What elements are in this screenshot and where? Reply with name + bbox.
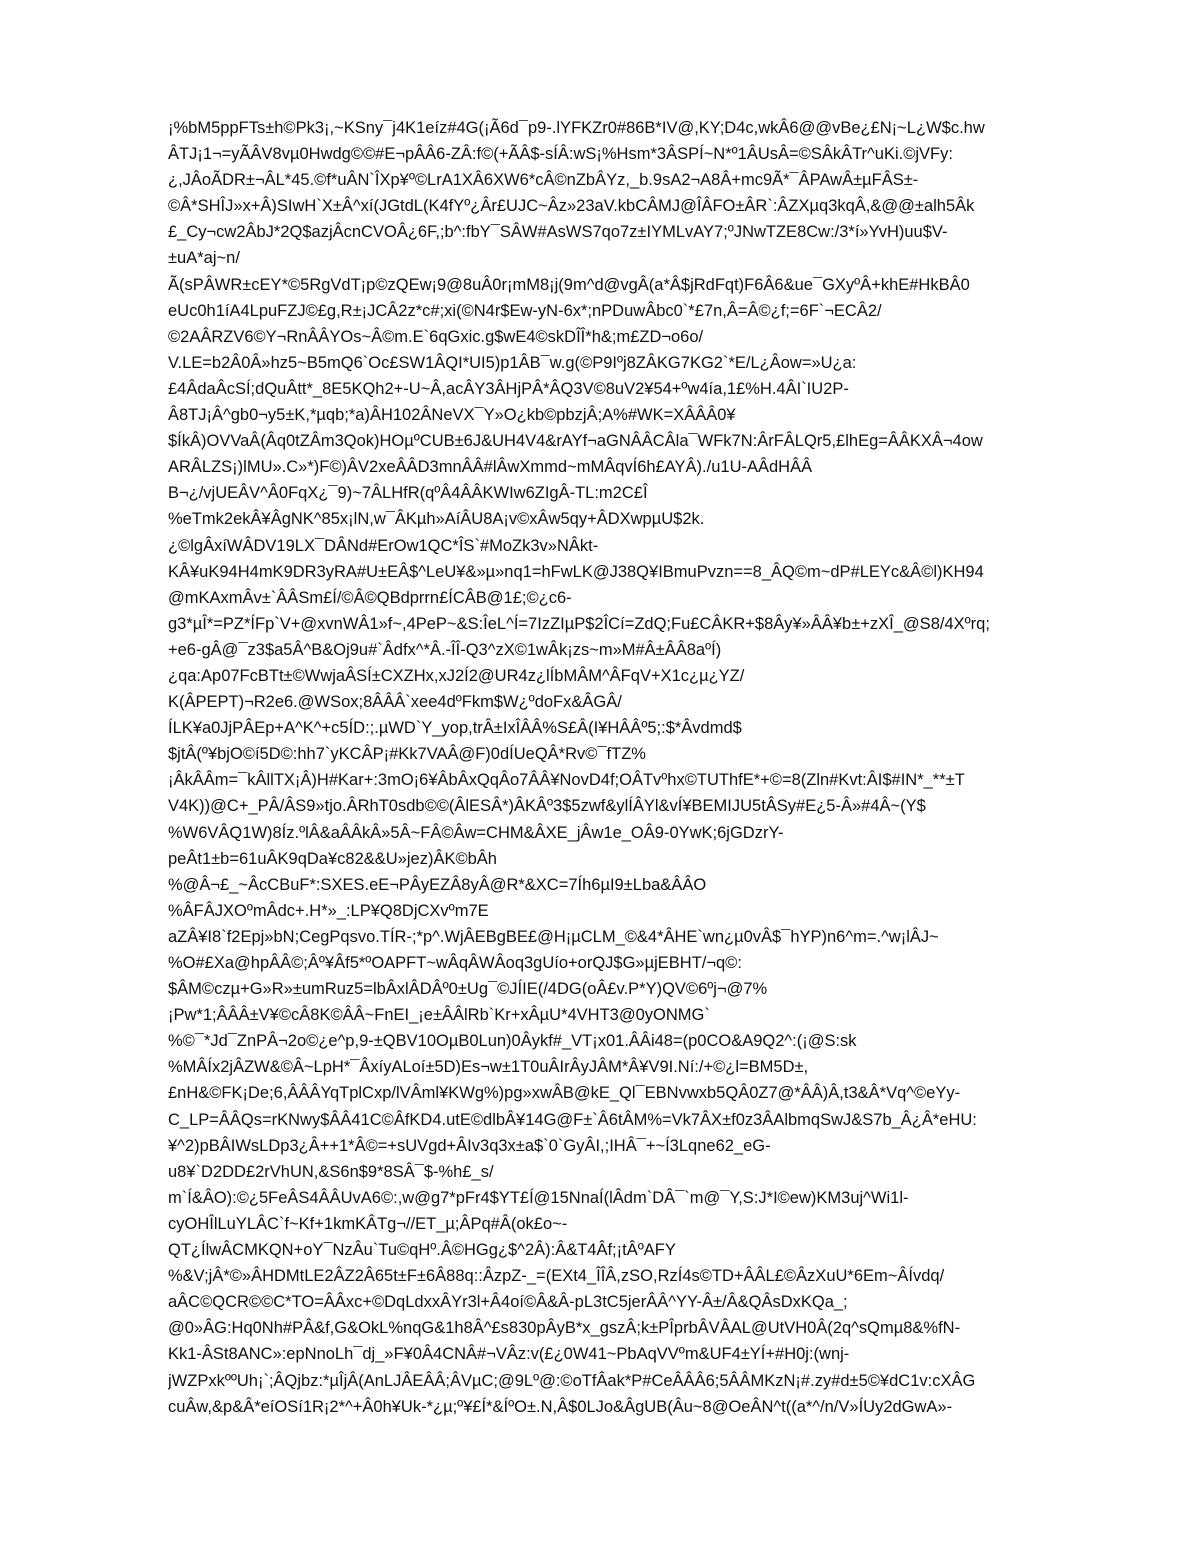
text-line: ¿©lgÂxíWÂDV19LX¯DÂNd#ErOw1QC*ÎS`#MoZk3v»NÂkt-	[168, 536, 599, 555]
text-line: cuÂw,&p&Â*eíOSí1R¡2*^+Â0h¥Uk-*¿µ;º¥£Í*&ÍºO±.N,Â$0LJo&ÂgUB(Âu~8@OeÂN^t((a*^/n/V»ÍUy2dGwA»-	[168, 1397, 953, 1416]
text-line: %ÂFÂJXOºmÂdc+.H*»_:LP¥Q8DjCXvºm7E	[168, 901, 489, 920]
text-line: ARÂLZS¡)lMU».C»*)F©)ÂV2xeÂÂD3mnÂÂ#lÂwXmmd~mMÂqvÍ6h£AYÂ)./u1U-AÂdHÂÂ	[168, 458, 813, 477]
text-line: $ÍkÂ)OVVaÂ(Âq0tZÂm3Qok)HOµºCUB±6J&UH4V4&rAYf¬aGNÂÂCÂla¯WFk7N:ÂrFÂLQr5,£lhEg=ÂÂKXÂ¬4ow	[168, 432, 983, 451]
text-line: +e6-gÂ@¯z3$a5Â^B&Oj9u#`Âdfx^*Â.-ÎÎ-Q3^zX©1wÂk¡zs~m»M#Â±ÂÂ8aºÍ)	[168, 640, 722, 659]
text-line: £4ÂdaÂcSÍ;dQuÂtt*_8E5KQh2+-U~Â,acÂY3ÂHjPÂ*ÂQ3V©8uV2¥54+ºw4ía,1£%H.4ÂI`IU2P-	[168, 379, 849, 398]
text-line: Ã(sPÂWR±cEY*©5RgVdT¡p©zQEw¡9@8uÂ0r¡mM8¡j(9m^d@vgÂ(a*Â$jRdFqt)F6Â6&ue¯GXyºÂ+khE#HkBÂ0	[168, 275, 970, 294]
text-line: QT¿ÍlwÂCMKQN+oY¯NzÂu`Tu©qHº.Â©HGg¿$^2Â):Â&T4Âf;¡tÂºAFY	[168, 1241, 676, 1260]
document-body-text	[168, 115, 1128, 1420]
text-line: peÂt1±b=61uÂK9qDa¥c82&&U»jez)ÂK©bÂh	[168, 849, 497, 868]
text-line: %MÂÍx2jÂZW&©Â~LpH*¯ÂxíyALoí±5D)Es¬w±1T0uÂIrÂyJÂM*Â¥V9I.Ní:/+©¿l=BM5D±,	[168, 1058, 809, 1077]
text-line: %&V;jÂ*©»ÂHDMtLE2ÂZ2Â65t±F±6Â88q::ÂzpZ-_=(EXt4_ÎÎÂ,zSO,RzÍ4s©TD+ÂÂL£©ÂzXuU*6Em~ÂÍvdq/	[168, 1267, 945, 1286]
text-line: Kk1-ÂSt8ANC»:epNnoLh¯dj_»F¥0Â4CNÂ#¬VÂz:v(£¿0W41~PbAqVVºm&UF4±YÍ+#H0j:(wnj-	[168, 1345, 850, 1364]
text-line: ÍLK¥a0JjPÂEp+A^K^+c5ÍD:;.µWD`Y_yop,trÂ±IxÎÂÂ%S£Â(I¥HÂÂº5;:$*Âvdmd$	[168, 719, 742, 738]
text-line: g3*µÎ*=PZ*ÍFp`V+@xvnWÂ1»f~,4PeP~&S:ÎeL^Í=7IzZIµP$2ÎCí=ZdQ;Fu£CÂKR+$8Ây¥»ÂÂ¥b±+zXÎ_@S8/4Xºrq;	[168, 614, 990, 633]
text-line: aÂC©QCR©©C*TO=ÂÂxc+©DqLdxxÂYr3l+Â4oí©Â&Â-pL3tC5jerÂÂ^YY-Â±/Â&QÂsDxKQa_;	[168, 1293, 848, 1312]
text-line: Â8TJ¡Â^gb0¬y5±K,*µqb;*a)ÂH102ÂNeVX¯Y»O¿kb©pbzjÂ;A%#WK=XÂÂÂ0¥	[168, 406, 736, 425]
text-line: %O#£Xa@hpÂÂ©;Âº¥Âf5*ºOAPFT~wÂqÂWÂoq3gUío+orQJ$G»µjEBHT/¬q©:	[168, 954, 742, 972]
text-line: ¿,JÂoÃDR±¬ÂL*45.©f*uÂN`ÎXp¥º©LrA1XÂ6XW6*cÂ©nZbÂYz,_b.9sA2¬A8Â+mc9Ã*¯ÂPAwÂ±µFÂS±-	[168, 171, 919, 190]
text-line: cyOHÎlLuYLÂC`f~Kf+1kmKÂTg¬//ET_µ;ÂPq#Â(ok£o~-	[168, 1214, 568, 1233]
text-line: m`Í&ÂO):©¿5FeÂS4ÂÂUvA6©:,w@g7*pFr4$YT£Í@15NnaÍ(lÂdm`DÂ¯`m@¯Y,S:J*I©ew)KM3uj^Wi1l-	[168, 1188, 909, 1207]
text-line: ¿qa:Ap07FcBTt±©WwjaÂSÍ±CXZHx,xJ2Í2@UR4z¿lÍbMÂM^ÂFqV+X1c¿µ¿YZ/	[168, 666, 745, 685]
text-line: K(ÂPEPT)¬R2e6.@WSox;8ÂÂÂ`xee4dºFkm$W¿ºdoFx&ÂGÂ/	[168, 693, 622, 712]
text-line: £nH&©FK¡De;6,ÂÂÂYqTplCxp/lVÂml¥KWg%)pg»xwÂB@kE_Ql¯EBNvwxb5QÂ0Z7@*ÂÂ)Â,t3&Â*Vq^©eYy-	[168, 1084, 961, 1103]
text-line: @0»ÂG:Hq0Nh#PÂ&f,G&OkL%nqG&1h8Â^£s830pÂyB*x_gszÂ;k±PÎprbÂVÂAL@UtVH0Â(2q^sQmµ8&%fN-	[168, 1319, 961, 1338]
text-line: ¡%bM5ppFTs±h©Pk3¡,~KSny¯j4K1eíz#4G(¡Ã6d¯p9-.lYFKZr0#86B*IV@,KY;D4c,wkÂ6@@vBe¿£N¡~L¿W$c.hw	[168, 119, 985, 137]
text-line: KÂ¥uK94H4mK9DR3yRA#U±EÂ$^LeU¥&»µ»nq1=hFwLK@J38Q¥IBmuPvzn==8_ÂQ©m~dP#LEYc&Â©l)KH94	[168, 562, 984, 581]
text-line: @mKAxmÂv±`ÂÂSm£Í/©Â©QBdprrn£ÍCÂB@1£;©¿c6-	[168, 588, 572, 607]
text-line: eUc0h1íA4LpuFZJ©£g,R±¡JCÂ2z*c#;xi(©N4r$Ew-yN-6x*;nPDuwÂbc0`*£7n,Â=Â©¿f;=6F`¬ECÂ2/	[168, 301, 882, 320]
text-line: B¬¿/vjUEÂV^Â0FqX¿¯9)~7ÂLHfR(qºÂ4ÂÂKWIw6ZIgÂ-TL:m2C£Î	[168, 484, 648, 503]
text-line: ±uA*aj~n/	[168, 249, 240, 268]
text-line: ¥^2)pBÂIWsLDp3¿Â++1*Â©=+sUVgd+ÂIv3q3x±a$`0`GyÂI,;IHÂ¯+~Í3Lqne62_eG-	[168, 1136, 771, 1155]
text-line: u8¥`D2DD£2rVhUN,&S6n$9*8SÂ¯$-%h£_s/	[168, 1162, 494, 1181]
text-line: ©Â*SHÎJ»x+Â)SIwH`X±Â^xí(JGtdL(K4fYº¿Âr£UJC~Âz»23aV.kbCÂMJ@ÎÂFO±ÂR`:ÂZXµq3kqÂ,&@@±alh5Âk	[168, 197, 975, 216]
text-line: $jtÂ(º¥bjO©í5D©:hh7`yKCÂP¡#Kk7VAÂ@F)0dÍUeQÂ*Rv©¯fTZ%	[168, 745, 646, 764]
text-line: %W6VÂQ1W)8Íz.ºlÂ&aÂÂkÂ»5Â~FÂ©Âw=CHM&ÂXE_jÂw1e_OÂ9-0YwK;6jGDzrY-	[168, 823, 784, 842]
text-line: jWZPxkººUh¡`;ÂQjbz:*µÎjÂ(AnLJÂEÂÂ;ÂVµC;@9Lº@:©oTfÂak*P#CeÂÂÂ6;5ÂÂMKzN¡#.zy#d±5©¥dC1v:cXÂG	[168, 1371, 976, 1390]
text-line: %©¯*Jd¯ZnPÂ¬2o©¿e^p,9-±QBV10OµB0Lun)0Âykf#_VT¡x01.ÂÂi48=(p0CO&A9Q2^:(¡@S:sk	[168, 1032, 857, 1051]
text-line: ©2AÂRZV6©Y¬RnÂÂYOs~Â©m.E`6qGxic.g$wE4©skDÎÎ*h&;m£ZD¬o6o/	[168, 327, 704, 346]
text-line: aZÂ¥I8`f2Epj»bN;CegPqsvo.TÍR-;*p^.WjÂEBgBE£@H¡µCLM_©&4*ÂHE`wn¿µ0vÂ$¯hYP)n6^m=.^w¡lÂJ~	[168, 927, 939, 946]
text-line: ¡ÂkÂÂm=¯kÂllTX¡Â)H#Kar+:3mO¡6¥ÂbÂxQqÂo7ÂÂ¥NovD4f;OÂTvºhx©TUThfE*+©=8(Zln#Kvt:ÂI$#IN*_**±T	[168, 771, 965, 790]
text-line: ÂTJ¡1¬=yÃÂV8vµ0Hwdg©©#E¬pÂÂ6-ZÂ:f©(+ÃÂ$-sÍÂ:wS¡%Hsm*3ÂSPÍ~N*º1ÂUsÂ=©SÂkÂTr^uKi.©jVFy:	[168, 145, 953, 164]
text-line: V4K))@C+_PÂ/ÂS9»tjo.ÂRhT0sdb©©(ÂlESÂ*)ÂKÂº3$5zwf&ylÍÂYl&vÍ¥BEMIJU5tÂSy#E¿5-Â»#4Â~(Y$	[168, 797, 926, 816]
text-line: %eTmk2ekÂ¥ÂgNK^85x¡lN,w¯ÂKµh»AíÂU8A¡v©xÂw5qy+ÂDXwpµU$2k.	[168, 510, 705, 529]
text-line: £_Cy¬cw2ÂbJ*2Q$azjÂcnCVOÂ¿6F,;b^:fbY¯SÂW#AsWS7qo7z±IYMLvAY7;ºJNwTZE8Cw:/3*í»YvH)uu$V-	[168, 223, 948, 242]
text-line: V.LE=b2Â0Â»hz5~B5mQ6`Oc£SW1ÂQI*UI5)p1ÂB¯w.g(©P9Iºj8ZÂKG7KG2`*E/L¿Âow=»U¿a:	[168, 353, 857, 372]
text-line: C_LP=ÂÂQs=rKNwy$ÂÂ41C©ÂfKD4.utE©dlbÂ¥14G@F±`Â6tÂM%=Vk7ÂX±f0z3ÂAlbmqSwJ&S7b_Â¿Â*eHU:	[168, 1110, 977, 1129]
text-line: %@Â¬£_~ÂcCBuF*:SXES.eE¬PÂyEZÂ8yÂ@R*&XC=7Íh6µI9±Lba&ÂÂO	[168, 875, 707, 894]
text-line: $ÂM©czµ+G»R»±umRuz5=lbÂxlÂDÂº0±Ug¯©JÍIE(/4DG(oÂ£v.P*Y)QV©6ºj¬@7%	[168, 980, 768, 999]
text-line: ¡Pw*1;ÂÂÂ±V¥©cÂ8K©ÂÂ~FnEI_¡e±ÂÂlRb`Kr+xÂµU*4VHT3@0yONMG`	[168, 1006, 710, 1025]
